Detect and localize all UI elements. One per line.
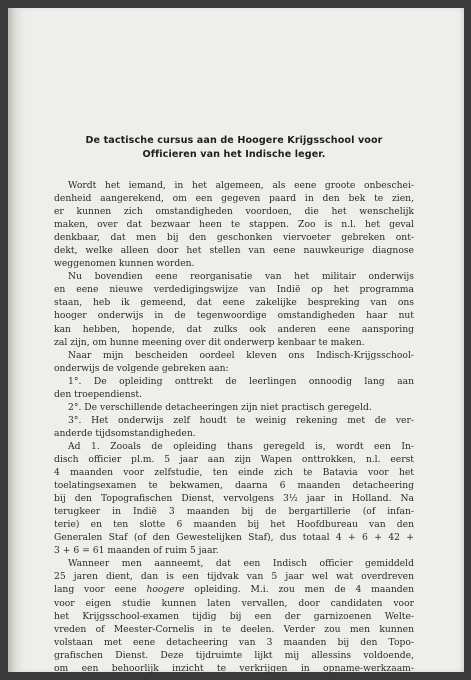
body-line: disch officier pl.m. 5 jaar aan zijn Wapen onttrokken, n.l. eerst	[54, 453, 414, 465]
body-line: 2°. De verschillende detacheeringen zijn niet practisch geregeld.	[68, 401, 372, 413]
body-line: maken, over dat bezwaar heen te stappen. Zoo is n.l. het geval	[54, 219, 414, 231]
body-line: den troependienst.	[54, 388, 142, 400]
emphasis: hoogere	[146, 584, 185, 596]
body-line: Nu bovendien eene reorganisatie van het militair onderwijs	[68, 271, 414, 283]
page-gutter	[8, 8, 18, 672]
body-line: het Krijgsschool-examen tijdig bij een der garnizoenen Welte-	[54, 610, 414, 622]
body-line: onderwijs de volgende gebreken aan:	[54, 362, 229, 374]
body-line: 3 + 6 = 61 maanden of ruim 5 jaar.	[54, 545, 219, 557]
article-body	[54, 179, 414, 675]
body-line: om een behoorlijk inzicht te verkrijgen in opname-werkzaam-	[54, 662, 414, 674]
body-line: terugkeer in Indië 3 maanden bij de bergartillerie (of infan-	[54, 506, 414, 518]
body-line: terie) en ten slotte 6 maanden bij het Hoofdbureau van den	[54, 519, 414, 531]
body-line: hooger onderwijs in de tegenwoordige omstandigheden haar nut	[54, 310, 414, 322]
body-line: denkbaar, dat men bij den geschonken viervoeter gebreken ont-	[54, 232, 414, 244]
body-line: toelatingsexamen te bekwamen, daarna 6 maanden detacheering	[54, 480, 414, 492]
body-line: Generalen Staf (of den Gewestelijken Staf), dus totaal 4 + 6 + 42 +	[54, 532, 414, 544]
body-line: 4 maanden voor zelfstudie, ten einde zich te Batavia voor het	[54, 467, 414, 479]
title-line: De tactische cursus aan de Hoogere Krijgsschool voor	[85, 135, 383, 146]
title-line: Officieren van het Indische leger.	[142, 149, 326, 160]
body-line: kan hebben, hopende, dat zulks ook anderen eene aansporing	[54, 323, 414, 335]
body-line: weggenomen kunnen worden.	[54, 258, 195, 270]
article-title	[54, 134, 414, 162]
body-line: 25 jaren dient, dan is een tijdvak van 5 jaar wel wat overdreven	[54, 571, 414, 583]
body-line: lang voor eene hoogere opleiding. M.i. zou men de 4 maanden	[54, 584, 414, 596]
body-line: staan, heb ik gemeend, dat eene zakelijke bespreking van ons	[54, 297, 414, 309]
body-line: Wordt het iemand, in het algemeen, als eene groote onbeschei-	[68, 180, 414, 191]
body-line: er kunnen zich omstandigheden voordoen, die het wenschelijk	[54, 206, 414, 218]
body-line: Wanneer men aanneemt, dat een Indisch officier gemiddeld	[68, 558, 414, 570]
body-line: voor eigen studie kunnen laten vervallen, door candidaten voor	[54, 597, 414, 609]
page-content	[54, 134, 414, 675]
body-line: Ad 1. Zooals de opleiding thans geregeld is, wordt een In-	[68, 440, 414, 452]
body-line: en eene nieuwe verdedigingswijze van Indië op het programma	[54, 284, 414, 296]
body-line: bij den Topografischen Dienst, vervolgens 3½ jaar in Holland. Na	[54, 493, 414, 505]
body-line: vreden of Meester-Cornelis in te deelen. Verder zou men kunnen	[54, 623, 414, 635]
body-line: dekt, welke alleen door het stellen van eene nauwkeurige diagnose	[54, 245, 414, 257]
body-line: zal zijn, om hunne meening over dit onderwerp kenbaar te maken.	[54, 336, 365, 348]
body-line: 3°. Het onderwijs zelf houdt te weinig rekening met de ver-	[68, 414, 414, 426]
body-line: grafischen Dienst. Deze tijdruimte lijkt mij allessins voldoende,	[54, 649, 414, 661]
body-line: Naar mijn bescheiden oordeel kleven ons Indisch-Krijgsschool-	[68, 349, 414, 361]
body-line: denheid aangerekend, om een gegeven paard in den bek te zien,	[54, 193, 414, 205]
body-line: anderde tijdsomstandigheden.	[54, 427, 196, 439]
body-line: 1°. De opleiding onttrekt de leerlingen onnoodig lang aan	[68, 375, 414, 387]
body-line: volstaan met eene detacheering van 3 maanden bij den Topo-	[54, 636, 414, 648]
